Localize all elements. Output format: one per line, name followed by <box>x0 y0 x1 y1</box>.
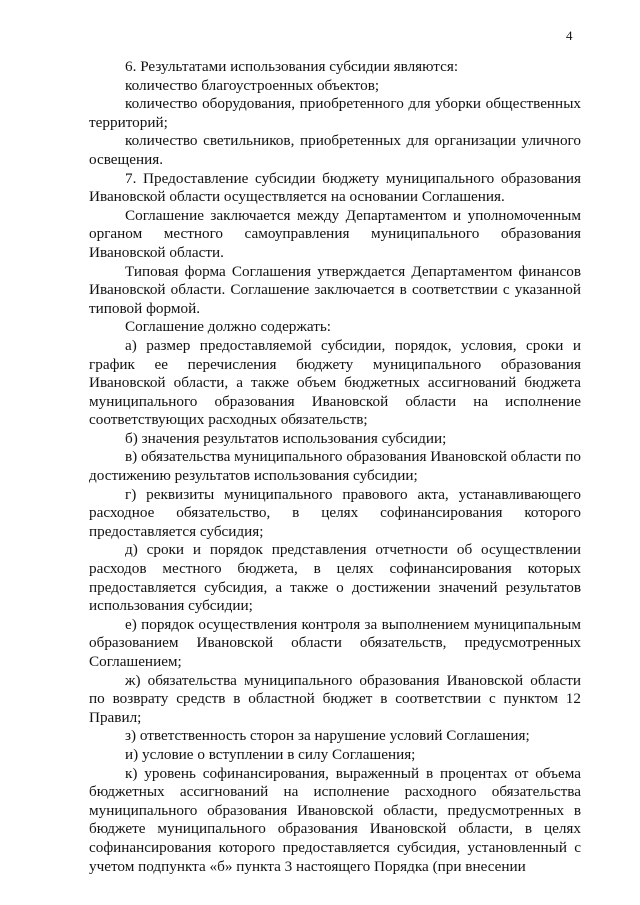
paragraph-results-item-2: количество оборудования, приобретенного для уборки общественных территорий; <box>89 95 581 131</box>
list-item-v: в) обязательства муниципального образования Ивановской области по достижению результатов использования субсидии; <box>89 448 581 485</box>
list-item-i: и) условие о вступлении в силу Соглашения; <box>125 745 416 763</box>
paragraph-agreement-parties: Соглашение заключается между Департаментом и уполномоченным органом местного самоуправления муниципального образования Ивановской области. <box>89 206 581 261</box>
paragraph-section-7: 7. Предоставление субсидии бюджету муниципального образования Ивановской области осуществляется на основании Соглашения. <box>89 169 581 206</box>
paragraph-agreement-contents: Соглашение должно содержать: <box>125 318 332 336</box>
paragraph-results-heading: 6. Результатами использования субсидии являются: <box>125 58 459 75</box>
paragraph-results-item-3: количество светильников, приобретенных для организации уличного освещения. <box>89 132 581 168</box>
list-item-k: к) уровень софинансирования, выраженный в процентах от объема бюджетных ассигнований на исполнение расходного обязательства муниципального образования Ивановской области, предусмотренных в бюджете муниципального образования Ивановской области, в целях софинансирования которого предоставляется субсидия, установленный с учетом подпункта «б» пункта 3 настоящего Порядка (при внесении <box>89 764 581 875</box>
document-body <box>89 58 581 876</box>
list-item-b: б) значения результатов использования субсидии; <box>125 429 447 447</box>
page-number: 4 <box>566 28 573 43</box>
list-item-g: г) реквизиты муниципального правового акта, устанавливающего расходное обязательство, в целях софинансирования которого предоставляется субсидия; <box>89 485 581 540</box>
list-item-z: з) ответственность сторон за нарушение условий Соглашения; <box>125 727 530 745</box>
list-item-a: а) размер предоставляемой субсидии, порядок, условия, сроки и график ее перечисления бюджету муниципального образования Ивановской области, а также объем бюджетных ассигнований бюджета муниципального образования Ивановской области на исполнение соответствующих расходных обязательств; <box>89 336 581 429</box>
list-item-d: д) сроки и порядок представления отчетности об осуществлении расходов местного бюджета, в целях софинансирования которых предоставляется субсидия, а также о достижении значений результатов использования субсидии; <box>89 541 581 615</box>
list-item-zh: ж) обязательства муниципального образования Ивановской области по возврату средств в областной бюджет в соответствии с пунктом 12 Правил; <box>89 671 581 726</box>
paragraph-standard-form: Типовая форма Соглашения утверждается Департаментом финансов Ивановской области. Соглашение заключается в соответствии с указанной типовой формой. <box>89 262 581 317</box>
list-item-e: е) порядок осуществления контроля за выполнением муниципальным образованием Ивановской области обязательств, предусмотренных Соглашением; <box>89 615 581 670</box>
paragraph-results-item-1: количество благоустроенных объектов; <box>125 76 380 94</box>
